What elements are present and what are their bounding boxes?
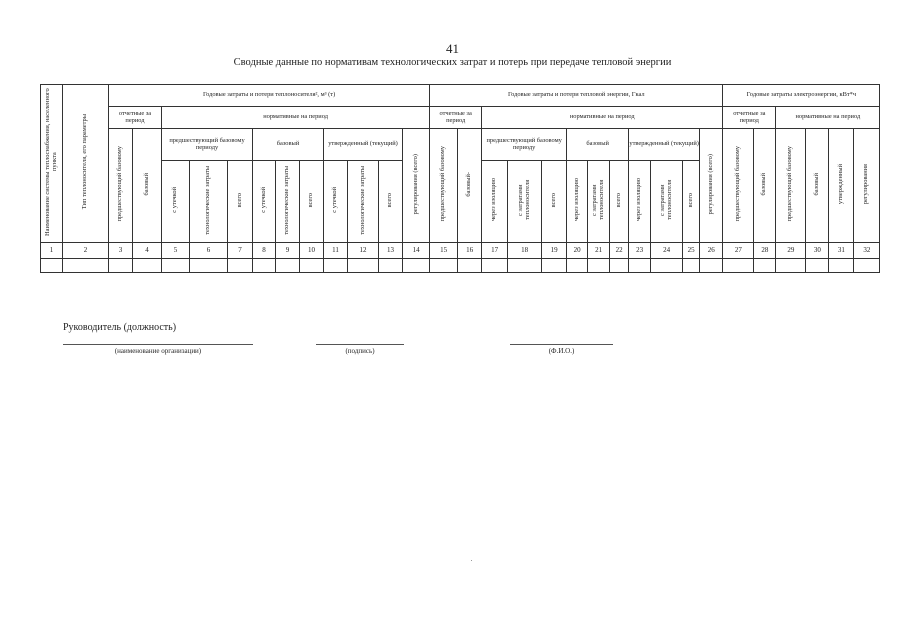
header-c3: предшествующий базовому (109, 129, 133, 243)
col-number: 12 (348, 242, 379, 258)
header-c31: утвержденный (829, 129, 854, 243)
header-approved-coolant: утвержденный (текущий) (324, 129, 403, 161)
header-c29: предшествующий базовому (776, 129, 806, 243)
header-c23: через изоляцию (629, 161, 651, 243)
col-number: 1 (41, 242, 63, 258)
col-number: 7 (228, 242, 253, 258)
header-c16: базовый- (458, 129, 482, 243)
header-c19: всего (542, 161, 567, 243)
header-c21: с затратами теплоносителя (588, 161, 610, 243)
normatives-table (40, 84, 880, 273)
col-number: 21 (588, 242, 610, 258)
col-number: 31 (829, 242, 854, 258)
header-reported-coolant: отчетные за период (109, 107, 162, 129)
header-c18: с затратами теплоносителя (508, 161, 542, 243)
col-number: 10 (300, 242, 324, 258)
fio-signature-line (510, 344, 613, 345)
header-c30: базовый (806, 129, 829, 243)
header-c9: технологические затраты (276, 161, 300, 243)
header-group-power: Годовые затраты электроэнергии, кВт*ч (723, 85, 880, 107)
header-c28: базовый (754, 129, 776, 243)
col-number: 32 (854, 242, 880, 258)
header-normative-power: нормативные на период (776, 107, 880, 129)
header-c17: через изоляцию (482, 161, 508, 243)
header-normative-coolant: нормативные на период (162, 107, 430, 129)
header-c6: технологические затраты (190, 161, 228, 243)
header-c25: всего (683, 161, 700, 243)
col-number: 24 (651, 242, 683, 258)
signature-heading: Руководитель (должность) (63, 322, 177, 333)
header-prev-base-heat: предшествующий базовому периоду (482, 129, 567, 161)
col-number: 29 (776, 242, 806, 258)
col-number: 27 (723, 242, 754, 258)
document-title: Сводные данные по нормативам технологических затрат и потерь при передаче тепловой энергии (233, 57, 672, 68)
org-caption: (наименование организации) (114, 347, 202, 355)
col-number: 11 (324, 242, 348, 258)
header-c26: регулирования (всего) (700, 129, 723, 243)
header-c24: с затратами теплоносителя (651, 161, 683, 243)
header-c7: всего (228, 161, 253, 243)
col-number: 25 (683, 242, 700, 258)
header-coolant-type: Тип теплоносителя, его параметры (63, 85, 109, 243)
header-c10: всего (300, 161, 324, 243)
column-number-row (41, 242, 880, 258)
col-number: 4 (133, 242, 162, 258)
col-number: 16 (458, 242, 482, 258)
col-number: 15 (430, 242, 458, 258)
page-number: 41 (446, 41, 459, 56)
header-c20: через изоляцию (567, 161, 588, 243)
scan-dot (471, 560, 472, 561)
header-c5: с утечкой (162, 161, 190, 243)
col-number: 20 (567, 242, 588, 258)
col-number: 28 (754, 242, 776, 258)
col-number: 17 (482, 242, 508, 258)
col-number: 5 (162, 242, 190, 258)
org-signature-line (63, 344, 253, 345)
header-c15: предшествующий базовому (430, 129, 458, 243)
sign-signature-line (316, 344, 404, 345)
fio-caption: (Ф.И.О.) (548, 347, 575, 355)
col-number: 23 (629, 242, 651, 258)
col-number: 8 (253, 242, 276, 258)
header-c13: всего (379, 161, 403, 243)
header-base-coolant: базовый (253, 129, 324, 161)
header-prev-base-coolant: предшествующий базовому периоду (162, 129, 253, 161)
col-number: 30 (806, 242, 829, 258)
header-row-1 (41, 85, 880, 107)
header-approved-heat: утвержденный (текущий) (629, 129, 700, 161)
sign-caption: (подпись) (345, 347, 375, 355)
header-c4: базовый (133, 129, 162, 243)
col-number: 19 (542, 242, 567, 258)
header-system-name: Наименование системы теплоснабжения, населенного пункта (41, 85, 63, 243)
col-number: 22 (610, 242, 629, 258)
col-number: 3 (109, 242, 133, 258)
col-number: 9 (276, 242, 300, 258)
header-row-3 (41, 129, 880, 161)
empty-data-row (41, 258, 880, 272)
header-row-2 (41, 107, 880, 129)
header-c27: предшествующий базовому (723, 129, 754, 243)
col-number: 26 (700, 242, 723, 258)
col-number: 13 (379, 242, 403, 258)
header-base-heat: базовый (567, 129, 629, 161)
header-reported-power: отчетные за период (723, 107, 776, 129)
col-number: 2 (63, 242, 109, 258)
header-c12: технологические затраты (348, 161, 379, 243)
header-group-heat: Годовые затраты и потери тепловой энергии, Гкал (430, 85, 723, 107)
header-c11: с утечкой (324, 161, 348, 243)
col-number: 14 (403, 242, 430, 258)
header-group-coolant: Годовые затраты и потери теплоносителя², м³ (т) (109, 85, 430, 107)
header-c8: с утечкой (253, 161, 276, 243)
header-c32: регулирования (854, 129, 880, 243)
col-number: 6 (190, 242, 228, 258)
col-number: 18 (508, 242, 542, 258)
header-reported-heat: отчетные за период (430, 107, 482, 129)
header-normative-heat: нормативные на период (482, 107, 723, 129)
header-c22: всего (610, 161, 629, 243)
header-c14: регулирования (всего) (403, 129, 430, 243)
